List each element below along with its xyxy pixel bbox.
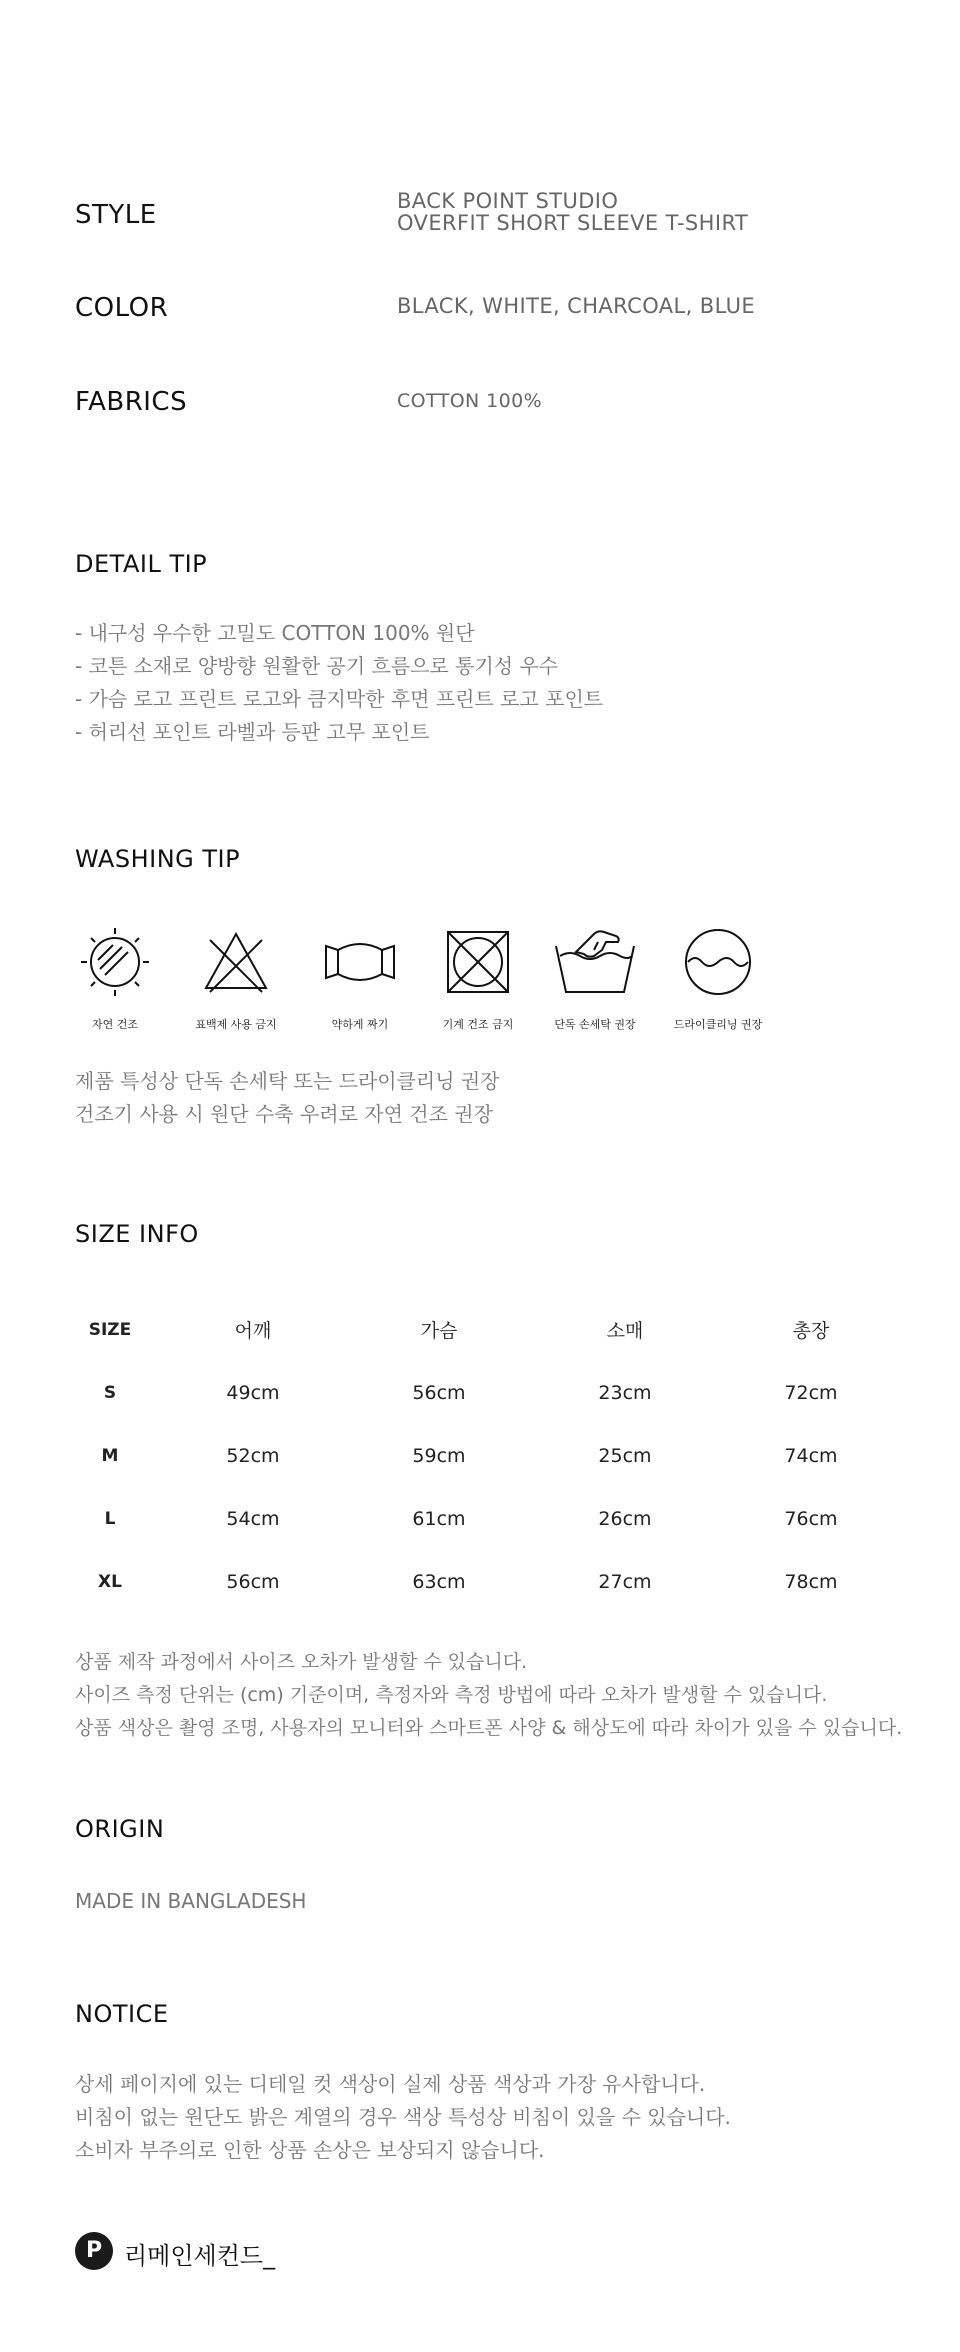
- spec-value-line: OVERFIT SHORT SLEEVE T-SHIRT: [397, 211, 749, 235]
- size-cell: 63cm: [412, 1570, 466, 1593]
- wash-item-dry-clean: [668, 922, 768, 1032]
- wash-item-sun-dry: [65, 922, 165, 1032]
- notice-line: 비침이 없는 원단도 밝은 계열의 경우 색상 특성상 비침이 있을 수 있습니다.: [75, 2105, 731, 2129]
- spec-value-line: COTTON 100%: [397, 390, 543, 412]
- spec-label-style: STYLE: [75, 200, 157, 230]
- no-tumble-dry-icon: [438, 922, 518, 1002]
- size-cell: L: [104, 1508, 116, 1529]
- detail-tip-line: - 내구성 우수한 고밀도 COTTON 100% 원단: [75, 621, 475, 645]
- spec-value-style: [397, 190, 748, 234]
- wash-item-no-bleach: [186, 922, 286, 1032]
- notice-title: NOTICE: [75, 2000, 169, 2028]
- washing-tip-line: 건조기 사용 시 원단 수축 우려로 자연 건조 권장: [75, 1102, 493, 1126]
- wash-label: 약하게 짜기: [331, 1018, 389, 1031]
- size-cell: 54cm: [226, 1507, 280, 1530]
- washing-tip-notes: [75, 1065, 500, 1131]
- size-info-notes: [75, 1646, 902, 1745]
- brand-logo-icon: P: [75, 2232, 113, 2270]
- table-row: [60, 1550, 904, 1613]
- size-cell: 74cm: [784, 1444, 838, 1467]
- dry-clean-icon: [678, 922, 758, 1002]
- spec-value-line: BLACK, WHITE, CHARCOAL, BLUE: [397, 294, 756, 318]
- no-bleach-icon: [196, 922, 276, 1002]
- wring-gently-icon: [320, 922, 400, 1002]
- size-cell: 56cm: [412, 1381, 466, 1404]
- size-cell: 61cm: [412, 1507, 466, 1530]
- wash-label: 자연 건조: [91, 1018, 138, 1031]
- size-table: [60, 1298, 904, 1613]
- size-cell: 25cm: [598, 1444, 652, 1467]
- size-info-title: SIZE INFO: [75, 1220, 199, 1248]
- table-row: [60, 1487, 904, 1550]
- origin-title: ORIGIN: [75, 1815, 165, 1843]
- detail-tip-line: - 코튼 소재로 양방향 원활한 공기 흐름으로 통기성 우수: [75, 654, 559, 678]
- size-note-line: 상품 색상은 촬영 조명, 사용자의 모니터와 스마트폰 사양 & 해상도에 따라 차이가 있을 수 있습니다.: [75, 1717, 903, 1739]
- size-note-line: 사이즈 측정 단위는 (cm) 기준이며, 측정자와 측정 방법에 따라 오차가 발생할 수 있습니다.: [75, 1684, 828, 1706]
- size-cell: 56cm: [226, 1570, 280, 1593]
- brand-name: 리메인세컨드_: [124, 2242, 276, 2270]
- wash-label: 드라이클리닝 권장: [673, 1018, 763, 1031]
- hand-wash-icon: [550, 922, 640, 1002]
- spec-label-color: COLOR: [75, 293, 169, 323]
- size-cell: 27cm: [598, 1570, 652, 1593]
- size-cell: S: [103, 1382, 117, 1403]
- wash-label: 표백제 사용 금지: [195, 1018, 277, 1031]
- wash-label: 기계 건조 금지: [442, 1018, 514, 1031]
- detail-tip-line: - 허리선 포인트 라벨과 등판 고무 포인트: [75, 720, 430, 744]
- detail-tip-title: DETAIL TIP: [75, 550, 208, 578]
- size-cell: 52cm: [226, 1444, 280, 1467]
- table-row: [60, 1361, 904, 1424]
- notice-line: 소비자 부주의로 인한 상품 손상은 보상되지 않습니다.: [75, 2138, 545, 2162]
- size-table-header-row: [60, 1298, 904, 1361]
- wash-item-hand-wash: [545, 922, 645, 1032]
- size-cell: M: [101, 1445, 119, 1466]
- table-row: [60, 1424, 904, 1487]
- size-cell: 23cm: [598, 1381, 652, 1404]
- size-header: 소매: [606, 1320, 644, 1342]
- size-header: 가슴: [420, 1320, 458, 1342]
- origin-value: MADE IN BANGLADESH: [75, 1889, 307, 1913]
- spec-value-line: BACK POINT STUDIO: [397, 189, 619, 213]
- size-header: SIZE: [88, 1319, 132, 1340]
- size-cell: 49cm: [226, 1381, 280, 1404]
- size-cell: 72cm: [784, 1381, 838, 1404]
- detail-tip-list: [75, 617, 603, 749]
- size-cell: XL: [98, 1571, 122, 1592]
- wash-item-no-tumble-dry: [428, 922, 528, 1032]
- size-note-line: 상품 제작 과정에서 사이즈 오차가 발생할 수 있습니다.: [75, 1651, 528, 1673]
- size-header: 어깨: [234, 1320, 272, 1342]
- washing-tip-title: WASHING TIP: [75, 845, 241, 873]
- size-cell: 78cm: [784, 1570, 838, 1593]
- sun-dry-icon: [75, 922, 155, 1002]
- size-cell: 76cm: [784, 1507, 838, 1530]
- spec-value-fabrics: [397, 390, 542, 412]
- washing-tip-line: 제품 특성상 단독 손세탁 또는 드라이클리닝 권장: [75, 1069, 500, 1093]
- notice-list: [75, 2068, 731, 2167]
- size-header: 총장: [792, 1320, 830, 1342]
- detail-tip-line: - 가슴 로고 프린트 로고와 큼지막한 후면 프린트 로고 포인트: [75, 687, 604, 711]
- size-cell: 26cm: [598, 1507, 652, 1530]
- size-cell: 59cm: [412, 1444, 466, 1467]
- notice-line: 상세 페이지에 있는 디테일 컷 색상이 실제 상품 색상과 가장 유사합니다.: [75, 2072, 706, 2096]
- wash-label: 단독 손세탁 권장: [554, 1018, 636, 1031]
- spec-label-fabrics: FABRICS: [75, 387, 188, 417]
- wash-item-wring-gently: [310, 922, 410, 1032]
- spec-value-color: [397, 295, 755, 317]
